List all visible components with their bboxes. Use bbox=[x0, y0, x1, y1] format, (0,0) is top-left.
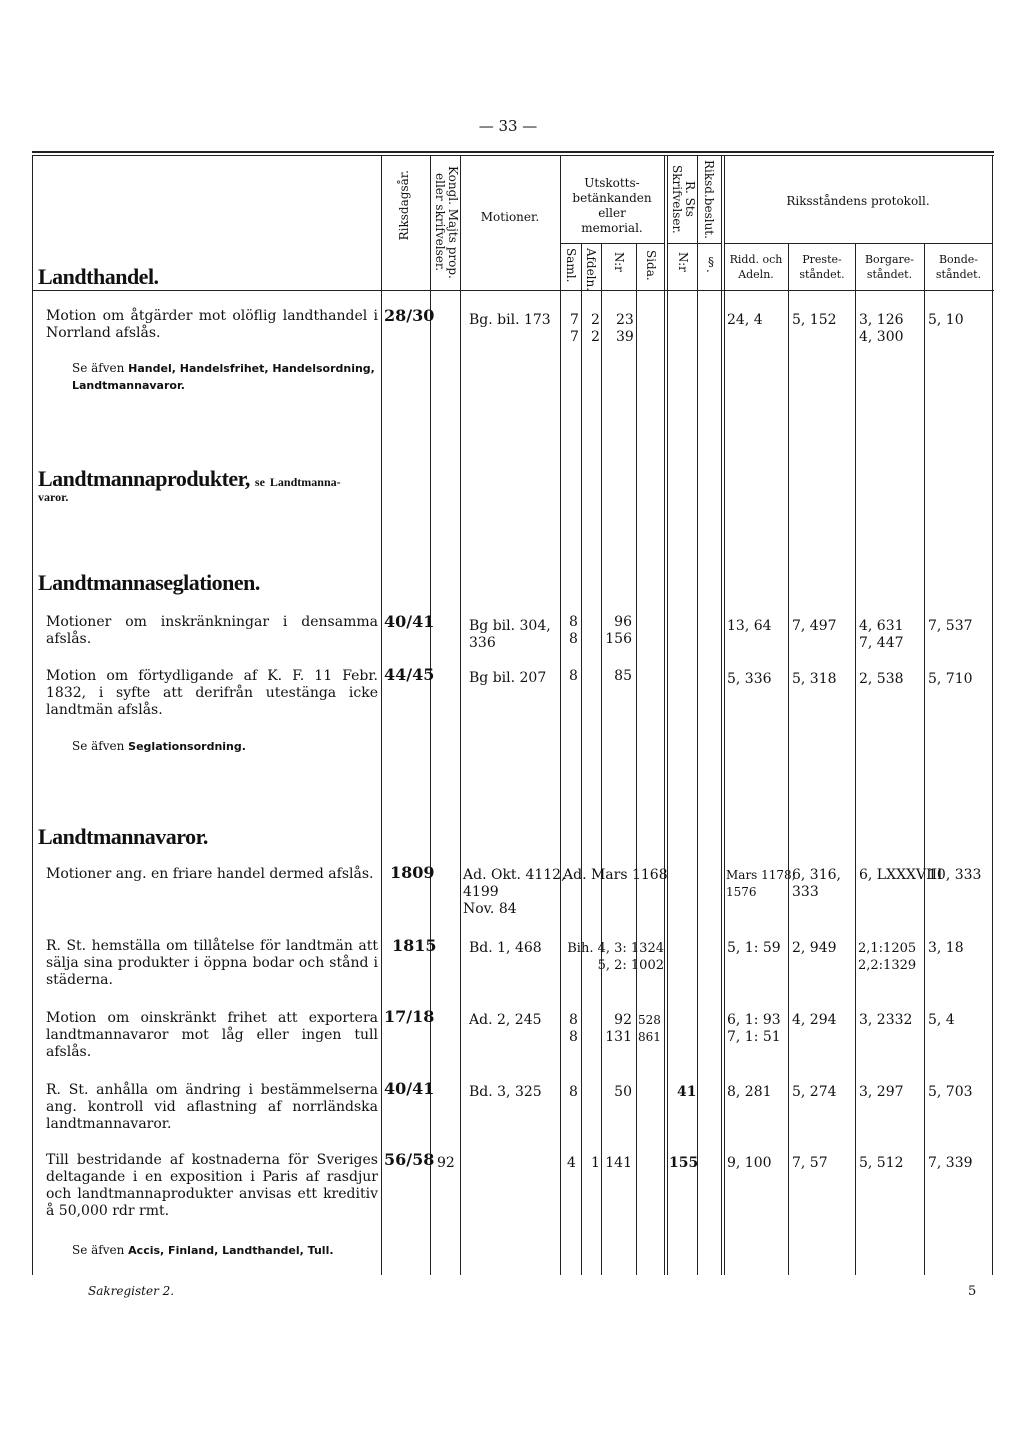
entry-motion: Bg. bil. 173 bbox=[469, 312, 551, 328]
entry-desc: Motioner ang. en friare handel dermed afslås. bbox=[46, 866, 374, 882]
entry-bonde: 5, 703 bbox=[928, 1084, 973, 1100]
footer-register: Sakregister 2. bbox=[88, 1284, 175, 1298]
entry-year: 1809 bbox=[390, 863, 435, 882]
entry-nr: 96 156 bbox=[605, 614, 632, 647]
header-r-sts: R. Sts Skrifvelser. bbox=[670, 164, 697, 234]
entry-prop: 92 bbox=[437, 1155, 455, 1171]
sub-header-rule-utskott bbox=[560, 243, 664, 244]
col-line-6 bbox=[601, 243, 602, 1275]
entry-ridd: 13, 64 bbox=[727, 618, 772, 634]
section-title-landtmannavaror: Landtmannavaror. bbox=[38, 824, 208, 849]
entry-borgare: 2, 538 bbox=[859, 671, 904, 687]
header-borgare: Borgare-ståndet. bbox=[864, 253, 915, 281]
header-riksdagsar: Riksdagsår. bbox=[397, 170, 411, 241]
see-also bbox=[72, 360, 378, 394]
top-rule bbox=[32, 151, 994, 153]
entry-bonde: 3, 18 bbox=[928, 940, 964, 956]
col-line-3 bbox=[460, 155, 461, 1275]
entry-saml: 8 bbox=[569, 1084, 578, 1100]
header-motioner: Motioner. bbox=[480, 210, 540, 224]
entry-desc: Motion om åtgärder mot olöflig landthandel i Norrland afslås. bbox=[46, 308, 378, 341]
section-title-text: Landtmannaprodukter, bbox=[38, 466, 250, 491]
see-also bbox=[72, 1242, 378, 1259]
entry-desc: R. St. anhålla om ändring i bestämmelserna ang. kontroll vid aflastning af norrländska landtmannavaror. bbox=[46, 1082, 378, 1132]
header-paragraf: §. bbox=[704, 255, 718, 273]
entry-motion: Bd. 3, 325 bbox=[469, 1084, 542, 1100]
entry-motion: Ad. 2, 245 bbox=[469, 1012, 542, 1028]
col-line-13 bbox=[924, 243, 925, 1275]
entry-year: 40/41 bbox=[384, 1079, 435, 1098]
entry-nr: 92 131 bbox=[605, 1012, 632, 1045]
entry-preste: 6, 316, 333 bbox=[792, 867, 841, 900]
entry-borgare: 3, 126 4, 300 bbox=[859, 312, 904, 345]
col-line-7 bbox=[636, 243, 637, 1275]
entry-ridd: Mars 1178, 1576 bbox=[726, 868, 796, 899]
entry-desc: Till bestridande af kostnaderna för Sveriges deltagande i en exposition i Paris af rasdjur och landtmannaprodukter anvisas ett kreditiv å 50,000 rdr rmt. bbox=[46, 1152, 378, 1219]
entry-year: 40/41 bbox=[384, 612, 435, 631]
entry-saml: 4 bbox=[567, 1155, 576, 1171]
entry-motion: Bg bil. 207 bbox=[469, 670, 547, 686]
entry-ridd: 5, 336 bbox=[727, 671, 772, 687]
header-ridd: Ridd. och Adeln. bbox=[729, 253, 783, 281]
entry-desc: Motion om förtydligande af K. F. 11 Febr. 1832, i syfte att derifrån utestänga icke landtmän afslås. bbox=[46, 668, 378, 718]
see-also-label: Se äfven bbox=[72, 361, 125, 375]
footer-page: 5 bbox=[968, 1284, 977, 1299]
entry-nr: 85 bbox=[614, 668, 632, 684]
entry-preste: 4, 294 bbox=[792, 1012, 837, 1028]
col-line-right bbox=[992, 155, 993, 1275]
entry-motion: Ad. Okt. 4112, 4199 Nov. 84 bbox=[463, 867, 566, 917]
entry-saml: 7 7 bbox=[570, 312, 579, 345]
top-rule-thin bbox=[32, 155, 994, 156]
col-line-11 bbox=[788, 243, 789, 1275]
see-inline-cont: varor. bbox=[38, 490, 69, 504]
header-preste: Preste-ståndet. bbox=[799, 253, 845, 281]
see-also-refs: Handel, Handelsfrihet, Handelsordning, Landtmannavaror. bbox=[72, 362, 375, 392]
section-title-landthandel: Landthandel. bbox=[38, 264, 159, 289]
entry-year: 56/58 bbox=[384, 1150, 435, 1169]
entry-bonde: 10, 333 bbox=[928, 867, 982, 883]
entry-nr: 141 bbox=[605, 1155, 632, 1171]
header-afdelning: Afdeln. bbox=[584, 248, 598, 292]
see-also-label: Se äfven bbox=[72, 739, 125, 753]
entry-saml: 8 bbox=[569, 668, 578, 684]
entry-utskott: Bih. 4, 3: 1324 5, 2: 1002 bbox=[567, 941, 664, 973]
header-riksd-beslut: Riksd.beslut. bbox=[702, 160, 716, 239]
entry-ridd: 5, 1: 59 bbox=[727, 940, 781, 956]
entry-utskott: Ad. Mars 1168 bbox=[563, 867, 668, 883]
entry-saml: 8 8 bbox=[569, 1012, 578, 1045]
col-line-10a bbox=[721, 155, 722, 1275]
col-line-9 bbox=[697, 155, 698, 1275]
col-line-12 bbox=[855, 243, 856, 1275]
sub-header-rule-protokoll bbox=[724, 243, 992, 244]
header-bonde: Bonde-ståndet. bbox=[935, 253, 982, 281]
col-line-8b bbox=[667, 155, 668, 1275]
entry-motion: Bd. 1, 468 bbox=[469, 940, 542, 956]
entry-rsts-nr: 41 bbox=[677, 1084, 697, 1100]
header-bottom-rule bbox=[32, 290, 994, 291]
page-number: — 33 — bbox=[478, 117, 538, 135]
entry-nr: 23 39 bbox=[616, 312, 634, 345]
entry-year: 28/30 bbox=[384, 306, 435, 325]
entry-motion: Bg bil. 304, 336 bbox=[469, 618, 551, 651]
sub-header-rule-rsts bbox=[667, 243, 721, 244]
header-sida: Sida. bbox=[644, 250, 658, 281]
entry-ridd: 24, 4 bbox=[727, 312, 763, 328]
col-line-10b bbox=[724, 155, 725, 1275]
entry-desc: Motioner om inskränkningar i densamma afslås. bbox=[46, 614, 378, 647]
entry-preste: 5, 274 bbox=[792, 1084, 837, 1100]
entry-bonde: 7, 339 bbox=[928, 1155, 973, 1171]
entry-bonde: 5, 4 bbox=[928, 1012, 955, 1028]
entry-ridd: 8, 281 bbox=[727, 1084, 772, 1100]
entry-year: 1815 bbox=[392, 936, 437, 955]
entry-borgare: 3, 297 bbox=[859, 1084, 904, 1100]
entry-saml: 8 8 bbox=[569, 614, 578, 647]
entry-desc: Motion om oinskränkt frihet att exportera landtmannavaror mot låg eller ingen tull afslås. bbox=[46, 1010, 378, 1060]
section-title-landtmannaseglationen: Landtmannaseglationen. bbox=[38, 570, 260, 595]
entry-afd: 1 bbox=[591, 1155, 600, 1171]
section-title-landtmannaprodukter bbox=[38, 466, 341, 505]
entry-desc: R. St. hemställa om tillåtelse för landtmän att sälja sina produkter i öppna bodar och stånd i städerna. bbox=[46, 938, 378, 988]
entry-preste: 7, 497 bbox=[792, 618, 837, 634]
entry-year: 44/45 bbox=[384, 665, 435, 684]
see-also bbox=[72, 738, 378, 755]
header-r-nr: N:r bbox=[676, 252, 690, 272]
entry-ridd: 9, 100 bbox=[727, 1155, 772, 1171]
entry-afd: 2 2 bbox=[591, 312, 600, 345]
entry-ridd: 6, 1: 93 7, 1: 51 bbox=[727, 1012, 781, 1045]
entry-borgare: 4, 631 7, 447 bbox=[859, 618, 904, 651]
header-nr: N:r bbox=[612, 252, 626, 272]
see-inline-ref: Landtmanna- bbox=[269, 475, 341, 489]
see-also-refs: Seglationsordning. bbox=[128, 740, 246, 753]
col-line-1 bbox=[381, 155, 382, 1275]
header-utskotts: Utskotts-betänkanden eller memorial. bbox=[572, 176, 652, 235]
entry-year: 17/18 bbox=[384, 1007, 435, 1026]
entry-preste: 5, 152 bbox=[792, 312, 837, 328]
see-also-label: Se äfven bbox=[72, 1243, 125, 1257]
entry-borgare: 6, LXXXVIII bbox=[859, 867, 943, 883]
entry-preste: 5, 318 bbox=[792, 671, 837, 687]
entry-borgare: 3, 2332 bbox=[859, 1012, 913, 1028]
see-also-refs: Accis, Finland, Landthandel, Tull. bbox=[128, 1244, 334, 1257]
col-line-left bbox=[32, 155, 33, 1275]
entry-rsts-nr: 155 bbox=[669, 1155, 699, 1171]
entry-borgare: 5, 512 bbox=[859, 1155, 904, 1171]
see-inline: se bbox=[254, 475, 265, 489]
entry-bonde: 5, 10 bbox=[928, 312, 964, 328]
entry-preste: 2, 949 bbox=[792, 940, 837, 956]
header-protokoll: Riksståndens protokoll. bbox=[786, 194, 930, 208]
header-kongl-prop: Kongl. Majts prop. eller skrifvelser. bbox=[433, 165, 460, 279]
col-line-4 bbox=[560, 155, 561, 1275]
entry-nr: 50 bbox=[614, 1084, 632, 1100]
col-line-8a bbox=[664, 155, 665, 1275]
col-line-5 bbox=[581, 243, 582, 1275]
header-samling: Saml. bbox=[564, 248, 578, 283]
entry-bonde: 7, 537 bbox=[928, 618, 973, 634]
entry-borgare: 2,1:1205 2,2:1329 bbox=[858, 941, 917, 973]
entry-preste: 7, 57 bbox=[792, 1155, 828, 1171]
entry-bonde: 5, 710 bbox=[928, 671, 973, 687]
entry-sida: 528 861 bbox=[638, 1013, 661, 1044]
